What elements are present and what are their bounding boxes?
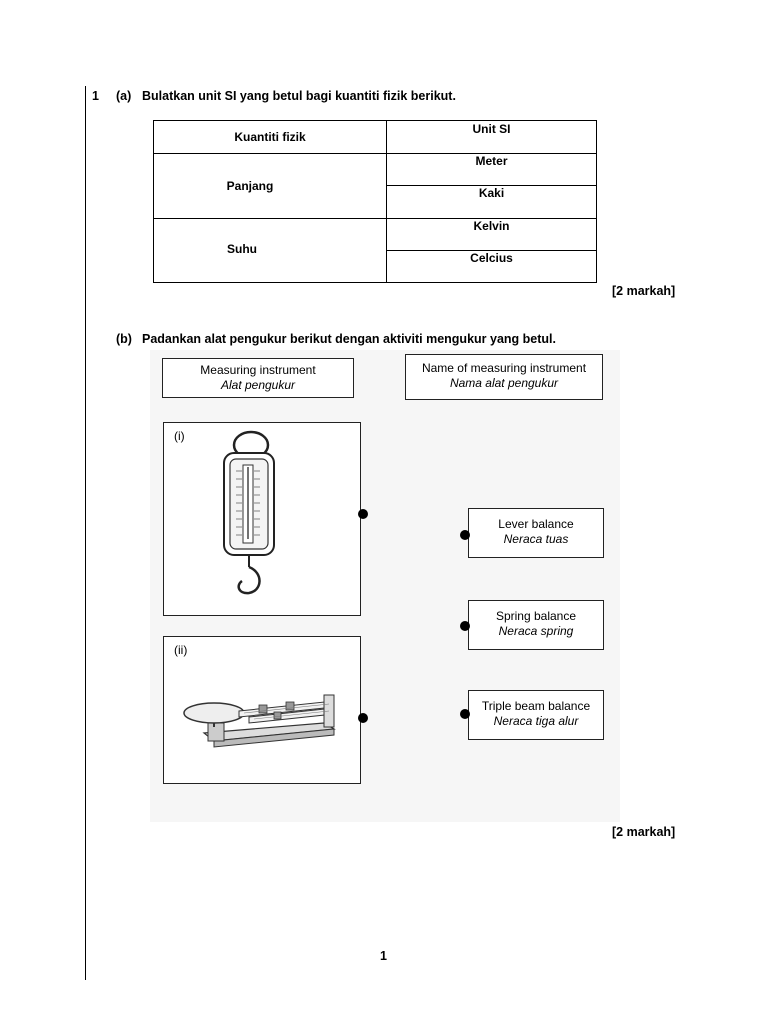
part-a-label: (a) — [116, 89, 132, 103]
right-header-ms: Nama alat pengukur — [449, 376, 559, 390]
unit-option-celcius[interactable] — [387, 251, 597, 283]
part-a-instruction: Bulatkan unit SI yang betul bagi kuantiti fizik berikut. — [142, 89, 456, 103]
option-triple-ms: Neraca tiga alur — [493, 714, 579, 728]
right-header-en: Name of measuring instrument — [421, 361, 587, 375]
option-box-lever-balance — [468, 508, 604, 558]
part-b-marks: [2 markah] — [612, 825, 676, 839]
instrument-label-ii: (ii) — [174, 643, 188, 657]
match-dot-instrument-i[interactable] — [358, 509, 368, 519]
table-header-quantity — [154, 121, 387, 154]
unit-option-kelvin[interactable] — [387, 219, 597, 251]
option-spring-ms: Neraca spring — [498, 624, 574, 638]
instrument-box-i — [163, 422, 361, 616]
match-dot-triple-beam-balance[interactable] — [460, 709, 470, 719]
right-column-header — [405, 354, 603, 400]
unit-option-kaki[interactable] — [387, 186, 597, 219]
unit-celcius-text: Celcius — [470, 251, 513, 265]
unit-meter-text: Meter — [475, 154, 508, 168]
part-b-label: (b) — [116, 332, 132, 346]
option-lever-en: Lever balance — [498, 517, 574, 531]
match-dot-spring-balance[interactable] — [460, 621, 470, 631]
page-margin-line — [85, 86, 86, 980]
option-box-spring-balance — [468, 600, 604, 650]
option-spring-en: Spring balance — [495, 609, 577, 623]
part-b-instruction: Padankan alat pengukur berikut dengan aktiviti mengukur yang betul. — [142, 332, 556, 346]
match-dot-instrument-ii[interactable] — [358, 713, 368, 723]
match-dot-lever-balance[interactable] — [460, 530, 470, 540]
left-header-ms: Alat pengukur — [220, 378, 296, 392]
triple-beam-balance-icon — [164, 637, 360, 783]
header-quantity-text: Kuantiti fizik — [234, 130, 306, 144]
unit-kaki-text: Kaki — [478, 186, 505, 200]
part-a-marks: [2 markah] — [612, 284, 676, 298]
table-header-unit — [387, 121, 597, 154]
option-triple-en: Triple beam balance — [481, 699, 591, 713]
quantity-cell-panjang — [154, 154, 387, 219]
spring-balance-icon — [164, 423, 360, 615]
instrument-box-ii — [163, 636, 361, 784]
quantity-cell-suhu — [154, 219, 387, 283]
unit-option-meter[interactable] — [387, 154, 597, 186]
page-number: 1 — [380, 949, 387, 963]
instrument-label-i: (i) — [174, 429, 185, 443]
option-box-triple-beam-balance — [468, 690, 604, 740]
si-unit-table — [153, 120, 597, 283]
left-column-header — [162, 358, 354, 398]
left-header-en: Measuring instrument — [200, 363, 316, 377]
header-unit-text: Unit SI — [472, 122, 511, 136]
quantity-panjang-text: Panjang — [226, 179, 274, 193]
matching-figure — [150, 350, 620, 822]
option-lever-ms: Neraca tuas — [503, 532, 569, 546]
quantity-suhu-text: Suhu — [227, 242, 257, 256]
question-number: 1 — [92, 89, 99, 103]
unit-kelvin-text: Kelvin — [473, 219, 510, 233]
